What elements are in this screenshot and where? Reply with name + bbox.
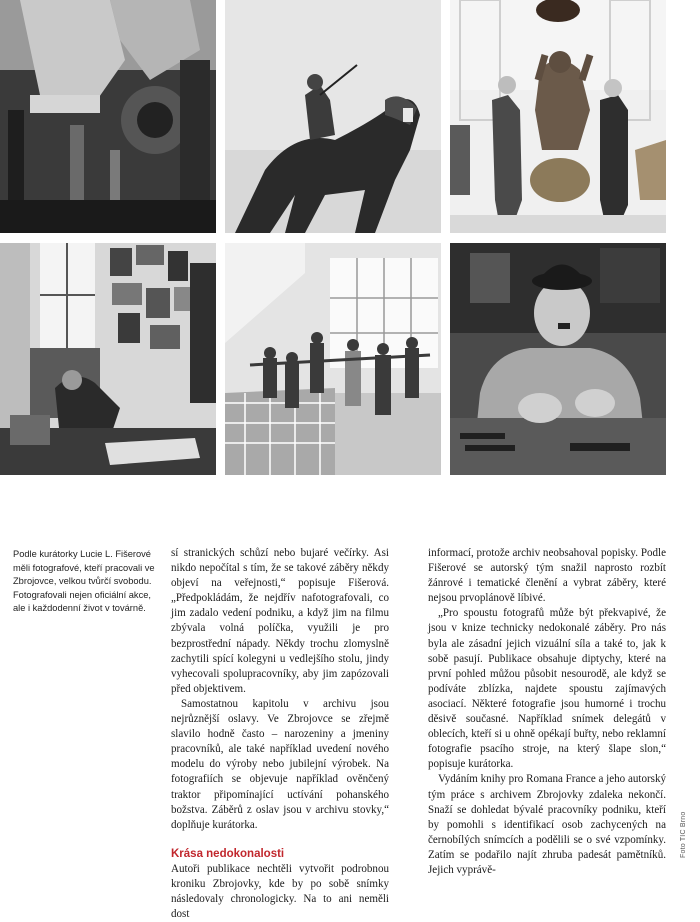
paragraph: Samostatnou kapitolu v archivu jsou nejrůznější oslavy. Ve Zbrojovce se zřejmě slavilo hodně často – narozeniny a jmeniny pracovníků, ale také například uvedení nového modelu do výroby nebo jubilejní výrobek. Na fotografiích se objevuje například ověnčený traktor připomínající uctívání pohanského božstva. Záběrů z oslav jsou v archivu stovky,“ doplňuje kurátorka. [171, 697, 389, 831]
photo-credit: Foto TIC Brno [680, 811, 687, 858]
paragraph: informací, protože archiv neobsahoval popisky. Podle Fišerové se autorský tým snažil naprosto rozbít žánrové i tematické členění a vybrat záběry, které nejsou prvoplánově líbivé. [428, 547, 666, 605]
article-column-2 [428, 546, 666, 878]
photo-men-with-bear [450, 0, 666, 233]
photo-man-at-desk [0, 243, 216, 475]
photo-man-with-pipe [450, 243, 666, 475]
photo-women-exercising [225, 243, 441, 475]
photo-man-on-camel [225, 0, 441, 233]
photo-worker-on-machine [0, 0, 216, 233]
section-heading: Krása nedokonalosti [171, 847, 285, 860]
paragraph: „Pro spoustu fotografů může být překvapivé, že jsou v knize technicky nedokonalé záběry. Pro nás byla ale zásadní jejich vizuální síla a také to, jak k sobě pasují. Publikace obsahuje diptychy, které na první pohled můžou působit nesourodě, ale když se podíváte zblízka, najdete spoustu zajímavých asociací. Některé fotografie jsou humorné i trochu děsivě současné. Například snímek delegátů v oblecích, kteří si u ohně opékají buřty, nebo reklamní fotografie psacího stroje, na který šlape slon,“ popisuje kurátorka. [428, 607, 666, 771]
paragraph: sí stranických schůzí nebo bujaré večírky. Asi nikdo nepočítal s tím, že se takové záběry někdy objeví na veřejnosti,“ popisuje Fišerová. „Předpokládám, že nejdřív nafotografovali, co jim zadalo vedení podniku, a když jim na filmu zbývala volná políčka, využili je pro bezprostřední nápady. Někdy trochu zlomyslně zachytili spící kolegyni u vedlejšího stolu, jindy vyhecovali spolupracovníky, aby jim zapózovali před objektivem. [171, 547, 389, 695]
article-column-1 [171, 546, 389, 922]
photo-caption: Podle kurátorky Lucie L. Fišerové měli fotografové, kteří pracovali ve Zbrojovce, velkou tvůrčí svobodu. Fotografovali nejen oficiální akce, ale i každodenní život v továrně. [13, 549, 155, 614]
paragraph: Autoři publikace nechtěli vytvořit podrobnou kroniku Zbrojovky, kde by po sobě snímky následovaly chronologicky. Na to ani neměli dost [171, 862, 389, 921]
paragraph: Vydáním knihy pro Romana France a jeho autorský tým práce s archivem Zbrojovky zdaleka nekončí. Snaží se dohledat bývalé pracovníky podniku, kteří by pomohli s identifikací osob zachycených na černobílých snímcích a podělili se o své vzpomínky. Zatím se podařilo najít zhruba padesát pamětníků. Jejich vyprávě- [428, 773, 666, 876]
